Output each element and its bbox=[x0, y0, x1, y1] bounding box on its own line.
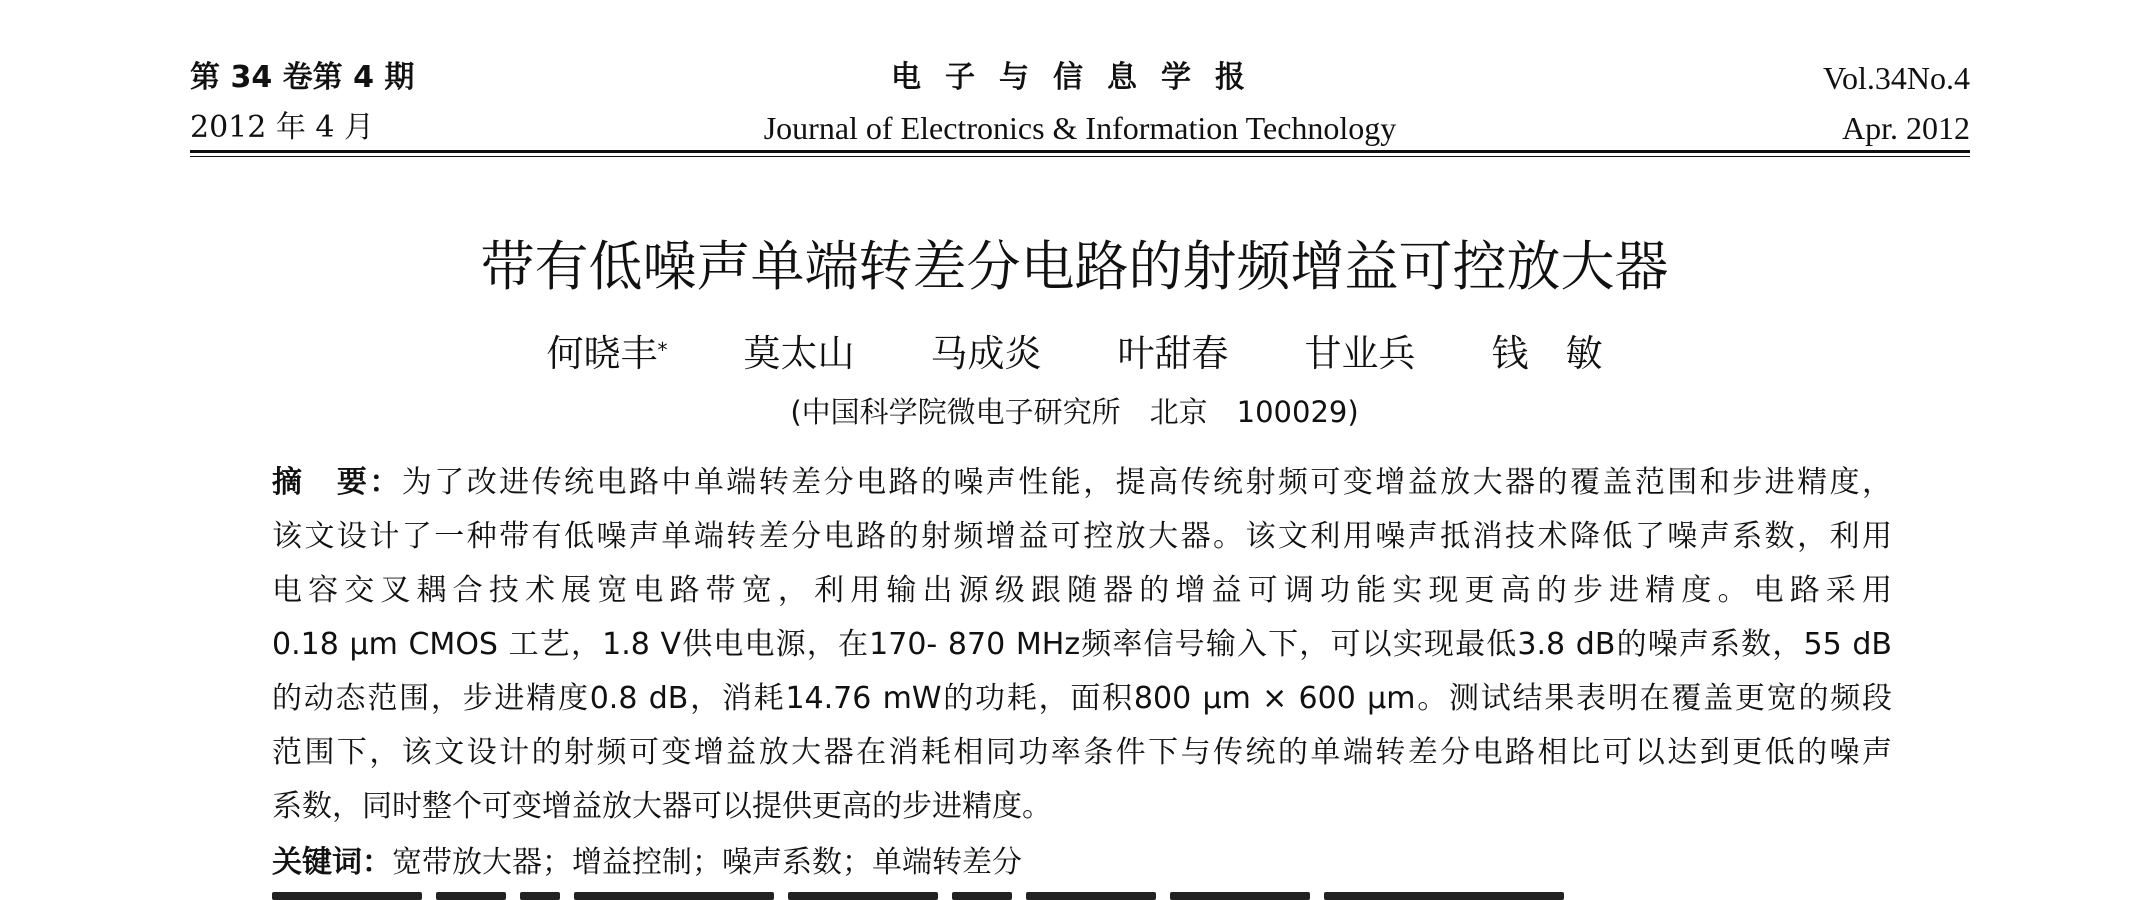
corresponding-author-mark: * bbox=[657, 338, 668, 362]
volume-issue-cn: 第 34 卷第 4 期 bbox=[190, 60, 415, 95]
author bbox=[1118, 330, 1229, 378]
keywords-label: 关键词： bbox=[272, 845, 392, 880]
author-name: 叶甜春 bbox=[1117, 332, 1229, 375]
author bbox=[1492, 330, 1603, 378]
abstract-line: 的动态范围，步进精度0.8 dB，消耗14.76 mW的功耗，面积800 μm × 600 μm。测试结果表明在覆盖更宽的频段 bbox=[272, 681, 1892, 716]
author-name: 甘业兵 bbox=[1304, 332, 1416, 375]
journal-name-en: Journal of Electronics & Information Technology bbox=[763, 110, 1397, 146]
header-rule-thin bbox=[190, 156, 1970, 157]
volume-issue-en: Vol.34No.4 bbox=[1823, 60, 1970, 96]
abstract-line: 摘 要：为了改进传统电路中单端转差分电路的噪声性能，提高传统射频可变增益放大器的覆盖范围和步进精度， bbox=[272, 465, 1892, 500]
article-title: 带有低噪声单端转差分电路的射频增益可控放大器 bbox=[480, 235, 1669, 298]
truncated-text-line bbox=[272, 892, 1892, 900]
abstract bbox=[272, 456, 1892, 834]
author-name: 马成炎 bbox=[930, 332, 1042, 375]
abstract-line: 该文设计了一种带有低噪声单端转差分电路的射频增益可控放大器。该文利用噪声抵消技术降低了噪声系数，利用 bbox=[272, 519, 1892, 554]
header-rule-thick bbox=[190, 150, 1970, 153]
date-cn: 2012 年 4 月 bbox=[190, 110, 375, 145]
keywords bbox=[272, 838, 1022, 888]
affiliation: (中国科学院微电子研究所 北京 100029) bbox=[790, 395, 1359, 429]
author bbox=[1305, 330, 1416, 378]
author-name: 钱 敏 bbox=[1491, 332, 1603, 375]
abstract-label: 摘 要： bbox=[272, 465, 402, 500]
author-name: 莫太山 bbox=[743, 332, 855, 375]
abstract-line: 系数，同时整个可变增益放大器可以提供更高的步进精度。 bbox=[272, 789, 1052, 824]
date-en: Apr. 2012 bbox=[1842, 110, 1970, 146]
abstract-line: 电容交叉耦合技术展宽电路带宽，利用输出源级跟随器的增益可调功能实现更高的步进精度。电路采用 bbox=[272, 573, 1892, 608]
keywords-text: 宽带放大器；增益控制；噪声系数；单端转差分 bbox=[392, 845, 1022, 880]
author-name: 何晓丰 bbox=[546, 332, 658, 375]
author bbox=[931, 330, 1042, 378]
header-row-2 bbox=[190, 108, 1970, 148]
author bbox=[547, 330, 668, 378]
author bbox=[744, 330, 855, 378]
journal-name-cn: 电子与信息学报 bbox=[891, 60, 1269, 95]
abstract-line: 范围下，该文设计的射频可变增益放大器在消耗相同功率条件下与传统的单端转差分电路相比可以达到更低的噪声 bbox=[272, 735, 1892, 770]
header-row-1 bbox=[190, 58, 1970, 98]
author-list bbox=[0, 330, 2149, 378]
abstract-line: 0.18 μm CMOS 工艺，1.8 V供电电源，在170- 870 MHz频率信号输入下，可以实现最低3.8 dB的噪声系数，55 dB bbox=[272, 627, 1892, 662]
